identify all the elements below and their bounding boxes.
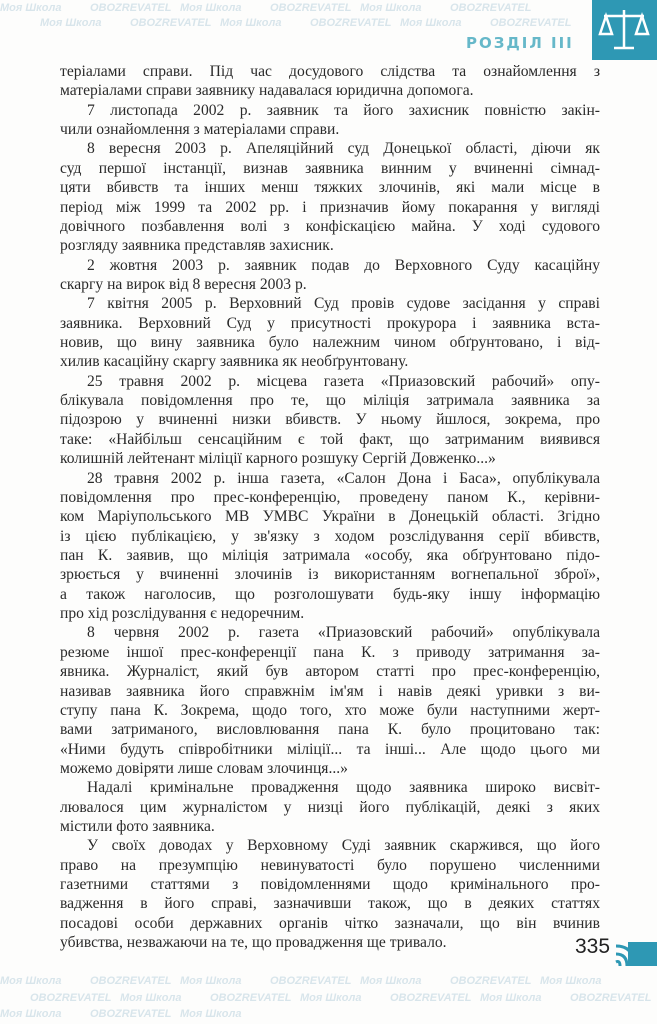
paragraph — [60, 778, 600, 836]
text-line: 2 жовтня 2003 р. заявник подав до Верховного Суду касаційну — [87, 256, 600, 274]
paragraph — [60, 623, 600, 778]
text-line: газетними статтями з повідомленнями щодо кримінального про- — [60, 876, 600, 894]
watermark: Моя Школа — [180, 975, 242, 987]
watermark: Моя Школа — [180, 1008, 242, 1020]
text-line: ступу пана К. Зокрема, щодо того, хто може були наступними жерт- — [60, 701, 600, 719]
text-line: суд першої інстанції, визнав заявника винним у вчиненні сімнад- — [60, 159, 600, 177]
text-line: заявника. Верховний Суд у присутності прокурора і заявника вста- — [60, 314, 600, 332]
watermark: Моя Школа — [220, 17, 282, 29]
watermark: OBOZREVATEL — [30, 992, 112, 1004]
text-line: блікувала повідомлення про те, що міліція затримала заявника за — [60, 392, 600, 410]
text-line: період між 1999 та 2002 рр. і призначив йому покарання у вигляді — [60, 198, 600, 216]
watermark: OBOZREVATEL — [450, 2, 532, 14]
text-line: Надалі кримінальне провадження щодо заявника широко висвіт- — [87, 779, 600, 797]
text-line: вами затриманого, висловлювання пана К. було процитовано так: — [60, 721, 600, 739]
text-line: скаргу на вирок від 8 вересня 2003 р. — [60, 275, 307, 293]
watermark: Моя Школа — [0, 1008, 62, 1020]
paragraph — [60, 294, 600, 371]
watermark: Моя Школа — [40, 17, 102, 29]
text-line: ком Маріупольського МВ УМВС України в Донецькій області. Згідно — [60, 508, 600, 526]
watermark: OBOZREVATEL — [450, 975, 532, 987]
watermark: OBOZREVATEL — [570, 992, 652, 1004]
watermark: OBOZREVATEL — [270, 975, 352, 987]
section-badge — [592, 0, 657, 60]
watermark: OBOZREVATEL — [390, 992, 472, 1004]
watermark: OBOZREVATEL — [270, 2, 352, 14]
text-line: цяти вбивств та інших менш тяжких злочинів, які мали місце в — [60, 179, 600, 197]
watermark: OBOZREVATEL — [130, 17, 212, 29]
text-line: «Ними будуть співробітники міліції... та інші... Але щодо цього ми — [60, 740, 600, 758]
section-title: РОЗДІЛ III — [466, 34, 574, 52]
text-line: 8 червня 2002 р. газета «Приазовский рабочий» опублікувала — [87, 624, 600, 642]
paragraph — [60, 469, 600, 624]
text-line: повідомлення про прес-конференцію, проведену паном К., керівни- — [60, 488, 600, 506]
watermark: OBOZREVATEL — [490, 17, 572, 29]
watermark: Моя Школа — [540, 975, 602, 987]
text-line: новив, що вину заявника було належним чином обґрунтовано, і від- — [60, 334, 600, 352]
watermark: Моя Школа — [0, 975, 62, 987]
text-line: явника. Журналіст, який був автором статті про прес-конференцію, — [60, 663, 600, 681]
text-line: довічного позбавлення волі з конфіскацією майна. У ході судового — [60, 217, 600, 235]
text-line: із цією публікацією, у зв'язку з ходом розслідування серії вбивств, — [60, 527, 600, 545]
watermark: Моя Школа — [300, 992, 362, 1004]
text-line: 7 листопада 2002 р. заявник та його захисник повністю закін- — [87, 101, 600, 119]
page-number: 335 — [575, 935, 611, 958]
text-line: підозрою у вчиненні низки вбивств. У ньому йшлося, зокрема, про — [60, 411, 600, 429]
watermark: OBOZREVATEL — [90, 2, 172, 14]
text-line: лювалося цим журналістом у низці його публікацій, деякі з яких — [60, 798, 600, 816]
watermark: Моя Школа — [120, 992, 182, 1004]
text-line: У своїх доводах у Верховному Суді заявник скаржився, що його — [87, 837, 600, 855]
text-line: а також наголосив, що розголошувати будь-яку іншу інформацію — [60, 585, 600, 603]
text-line: 8 вересня 2003 р. Апеляційний суд Донецької області, діючи як — [87, 140, 600, 158]
text-line: називав заявника його справжнім ім'ям і навів деякі уривки з ви- — [60, 682, 600, 700]
text-line: 25 травня 2002 р. місцева газета «Приазовский рабочий» опу- — [87, 372, 600, 390]
paragraph — [60, 372, 600, 469]
text-line: містили фото заявника. — [60, 818, 215, 836]
watermark: OBOZREVATEL — [210, 992, 292, 1004]
scales-icon — [598, 6, 650, 54]
text-line: зрюється у вчиненні злочинів із використанням вогнепальної зброї», — [60, 566, 600, 584]
watermark: OBOZREVATEL — [90, 1008, 172, 1020]
text-line: теріалами справи. Під час досудового слідства та ознайомлення з — [60, 63, 600, 80]
paragraph — [60, 101, 600, 140]
watermark: Моя Школа — [360, 975, 422, 987]
watermark: OBOZREVATEL — [310, 17, 392, 29]
paragraph — [60, 836, 600, 952]
text-line: розгляду заявника представляв захисник. — [60, 237, 334, 255]
text-line: чили ознайомлення з матеріалами справи. — [60, 121, 340, 139]
text-line: 28 травня 2002 р. інша газета, «Салон Дона і Баса», опублікувала — [87, 469, 600, 487]
watermark: Моя Школа — [0, 2, 62, 14]
text-line: посадові особи державних органів чітко зазначали, що він вчинив — [60, 914, 600, 932]
watermark: Моя Школа — [180, 2, 242, 14]
text-line: хилив касаційну скаргу заявника як необґрунтовану. — [60, 353, 409, 371]
text-line: убивства, незважаючи на те, що провадження ще тривало. — [60, 934, 447, 952]
text-line: можемо довіряти лише словам злочинця...» — [60, 759, 348, 777]
body-text — [60, 62, 600, 953]
watermark: Моя Школа — [360, 2, 422, 14]
paragraph — [60, 139, 600, 255]
watermark: Моя Школа — [480, 992, 542, 1004]
text-line: матеріалами справи заявнику надавалася юридична допомога. — [60, 82, 474, 100]
footer-bar — [628, 942, 657, 966]
text-line: таке: «Найбільш сенсаційним є той факт, що затриманим виявився — [60, 430, 600, 448]
text-line: резюме іншої прес-конференції пана К. з приводу затримання за- — [60, 643, 600, 661]
paragraph — [60, 62, 600, 101]
text-line: 7 квітня 2005 р. Верховний Суд провів судове засідання у справі — [87, 295, 600, 313]
watermark: Моя Школа — [400, 17, 462, 29]
text-line: про хід розслідування є недоречним. — [60, 605, 305, 623]
paragraph — [60, 256, 600, 295]
text-line: пан К. заявив, що міліція затримала «особу, яка обґрунтовано підо- — [60, 546, 600, 564]
watermark: OBOZREVATEL — [90, 975, 172, 987]
text-line: право на презумпцію невинуватості було порушено численними — [60, 856, 600, 874]
text-line: колишній лейтенант міліції карного розшуку Сергій Довженко...» — [60, 450, 496, 468]
text-line: вадження в його справі, зазначивши також, що в деяких статтях — [60, 895, 600, 913]
